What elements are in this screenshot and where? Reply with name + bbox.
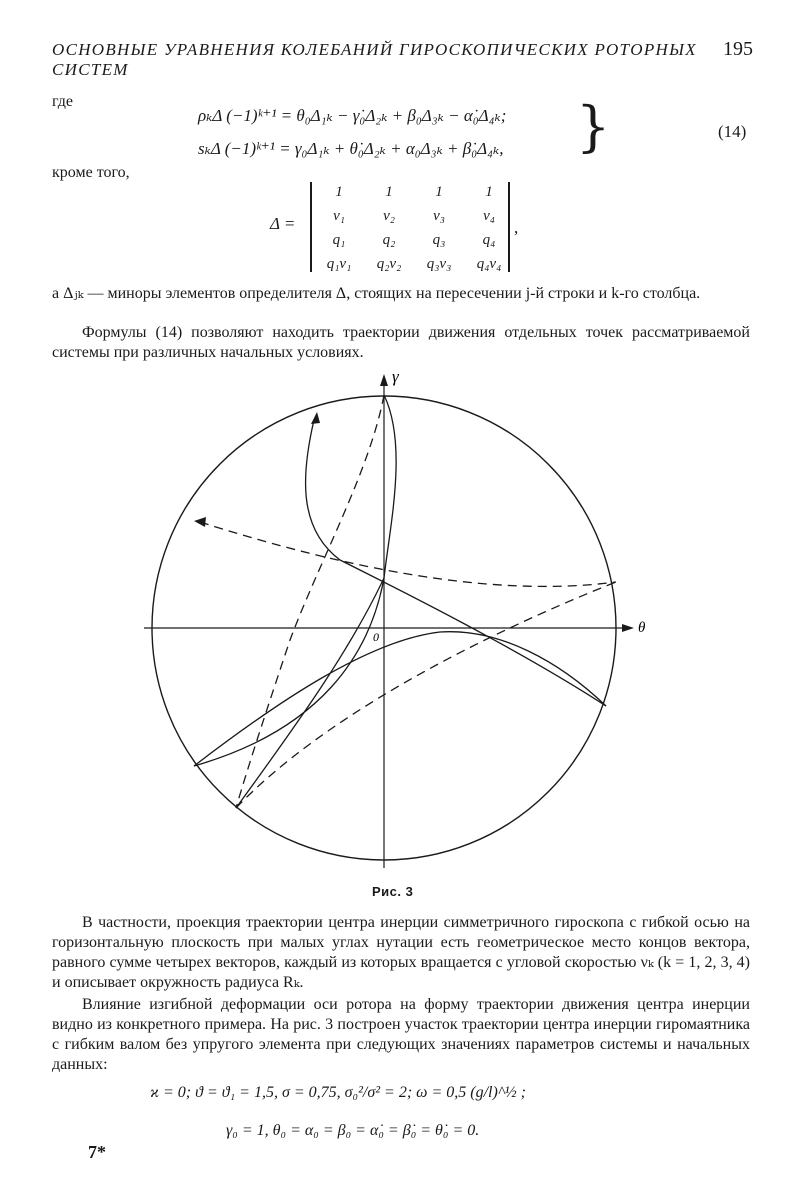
det-cell: q₂ν₂ — [376, 256, 402, 272]
determinant-left-bar — [310, 182, 312, 272]
determinant-matrix — [314, 182, 514, 275]
parameters-line-1: ϰ = 0; ϑ = ϑ₁ = 1,5, σ = 0,75, σ₀²/σ² = 2; ω = 0,5 (g/l)^½ ; — [150, 1084, 526, 1101]
det-cell: ν₁ — [333, 208, 345, 224]
det-cell: 1 — [435, 184, 443, 200]
origin-label: 0 — [373, 630, 379, 644]
figure-3-plot — [140, 368, 660, 868]
det-cell: q₃ν₃ — [426, 256, 452, 272]
determinant-comma: , — [514, 218, 519, 237]
determinant-lhs: Δ = — [270, 214, 296, 233]
det-cell: q₁ — [332, 232, 346, 248]
paragraph-influence: Влияние изгибной деформации оси ротора на форму траектории движения центра инерции видно из конкретного примера. На рис. 3 построен участок траектории центра инерции гиромаятника с гибким валом без упругого элемента при следующих значениях параметров системы и начальных данных: — [52, 996, 750, 1073]
trajectory-1 — [194, 395, 396, 766]
figure-caption: Рис. 3 — [372, 884, 414, 899]
det-cell: ν₃ — [433, 208, 445, 224]
dashed-trajectory-1 — [236, 395, 384, 808]
det-cell: q₃ — [432, 232, 446, 248]
dashed-trajectory-3-arrow — [194, 517, 206, 527]
trajectory-4 — [236, 578, 384, 808]
paragraph-particular: В частности, проекция траектории центра инерции симметричного гироскопа с гибкой осью на горизонтальную плоскость при малых углах нутации есть геометрическое место концов вектора, равного сумме четырех векторов, каждый из которых вращается с угловой скоростью νₖ (k = 1, 2, 3, 4) и описывает окружность радиуса Rₖ. — [52, 914, 750, 991]
paragraph-minors: а Δⱼₖ — миноры элементов определителя Δ, стоящих на пересечении j-й строки и k-го столбца. — [52, 285, 701, 302]
trajectory-3-arrow — [311, 412, 320, 424]
dashed-trajectory-3 — [200, 522, 616, 586]
equation-line-2: sₖΔ (−1)ᵏ⁺¹ = γ₀Δ₁ₖ + θ̇₀Δ₂ₖ + α₀Δ₃ₖ + β̇₀Δ₄ₖ, — [198, 139, 504, 158]
det-cell: q₁ν₁ — [326, 256, 352, 272]
determinant-right-bar — [508, 182, 510, 272]
theta-axis-arrow — [622, 624, 634, 632]
det-cell: 1 — [335, 184, 343, 200]
det-cell: ν₂ — [383, 208, 395, 224]
det-cell: 1 — [385, 184, 393, 200]
det-cell: ν₄ — [483, 208, 495, 224]
equation-number: (14) — [718, 122, 747, 141]
signature-mark: 7* — [88, 1142, 106, 1162]
equation-brace: } — [576, 95, 611, 158]
where-label: где — [52, 93, 74, 110]
header-title: ОСНОВНЫЕ УРАВНЕНИЯ КОЛЕБАНИЙ ГИРОСКОПИЧЕСКИХ РОТОРНЫХ СИСТЕМ — [52, 40, 697, 79]
besides-label: кроме того, — [52, 164, 130, 181]
det-cell: q₂ — [382, 232, 396, 248]
theta-axis-label: θ — [638, 620, 646, 636]
det-cell: q₄ — [482, 232, 496, 248]
det-cell: q₄ν₄ — [476, 256, 502, 272]
parameters-line-2: γ₀ = 1, θ₀ = α₀ = β₀ = α̇₀ = β̇₀ = θ̇₀ = 0. — [226, 1122, 480, 1139]
equation-line-1: ρₖΔ (−1)ᵏ⁺¹ = θ₀Δ₁ₖ − γ̇₀Δ₂ₖ + β₀Δ₃ₖ − α̇₀Δ₄ₖ; — [198, 106, 507, 125]
paragraph-formulas: Формулы (14) позволяют находить траектории движения отдельных точек рассматриваемой системы при различных начальных условиях. — [52, 324, 750, 361]
det-cell: 1 — [485, 184, 493, 200]
running-header — [52, 40, 757, 80]
gamma-axis-arrow — [380, 374, 388, 386]
trajectory-2 — [194, 632, 606, 766]
page-number: 195 — [723, 38, 753, 60]
gamma-axis-label: γ — [392, 368, 399, 386]
